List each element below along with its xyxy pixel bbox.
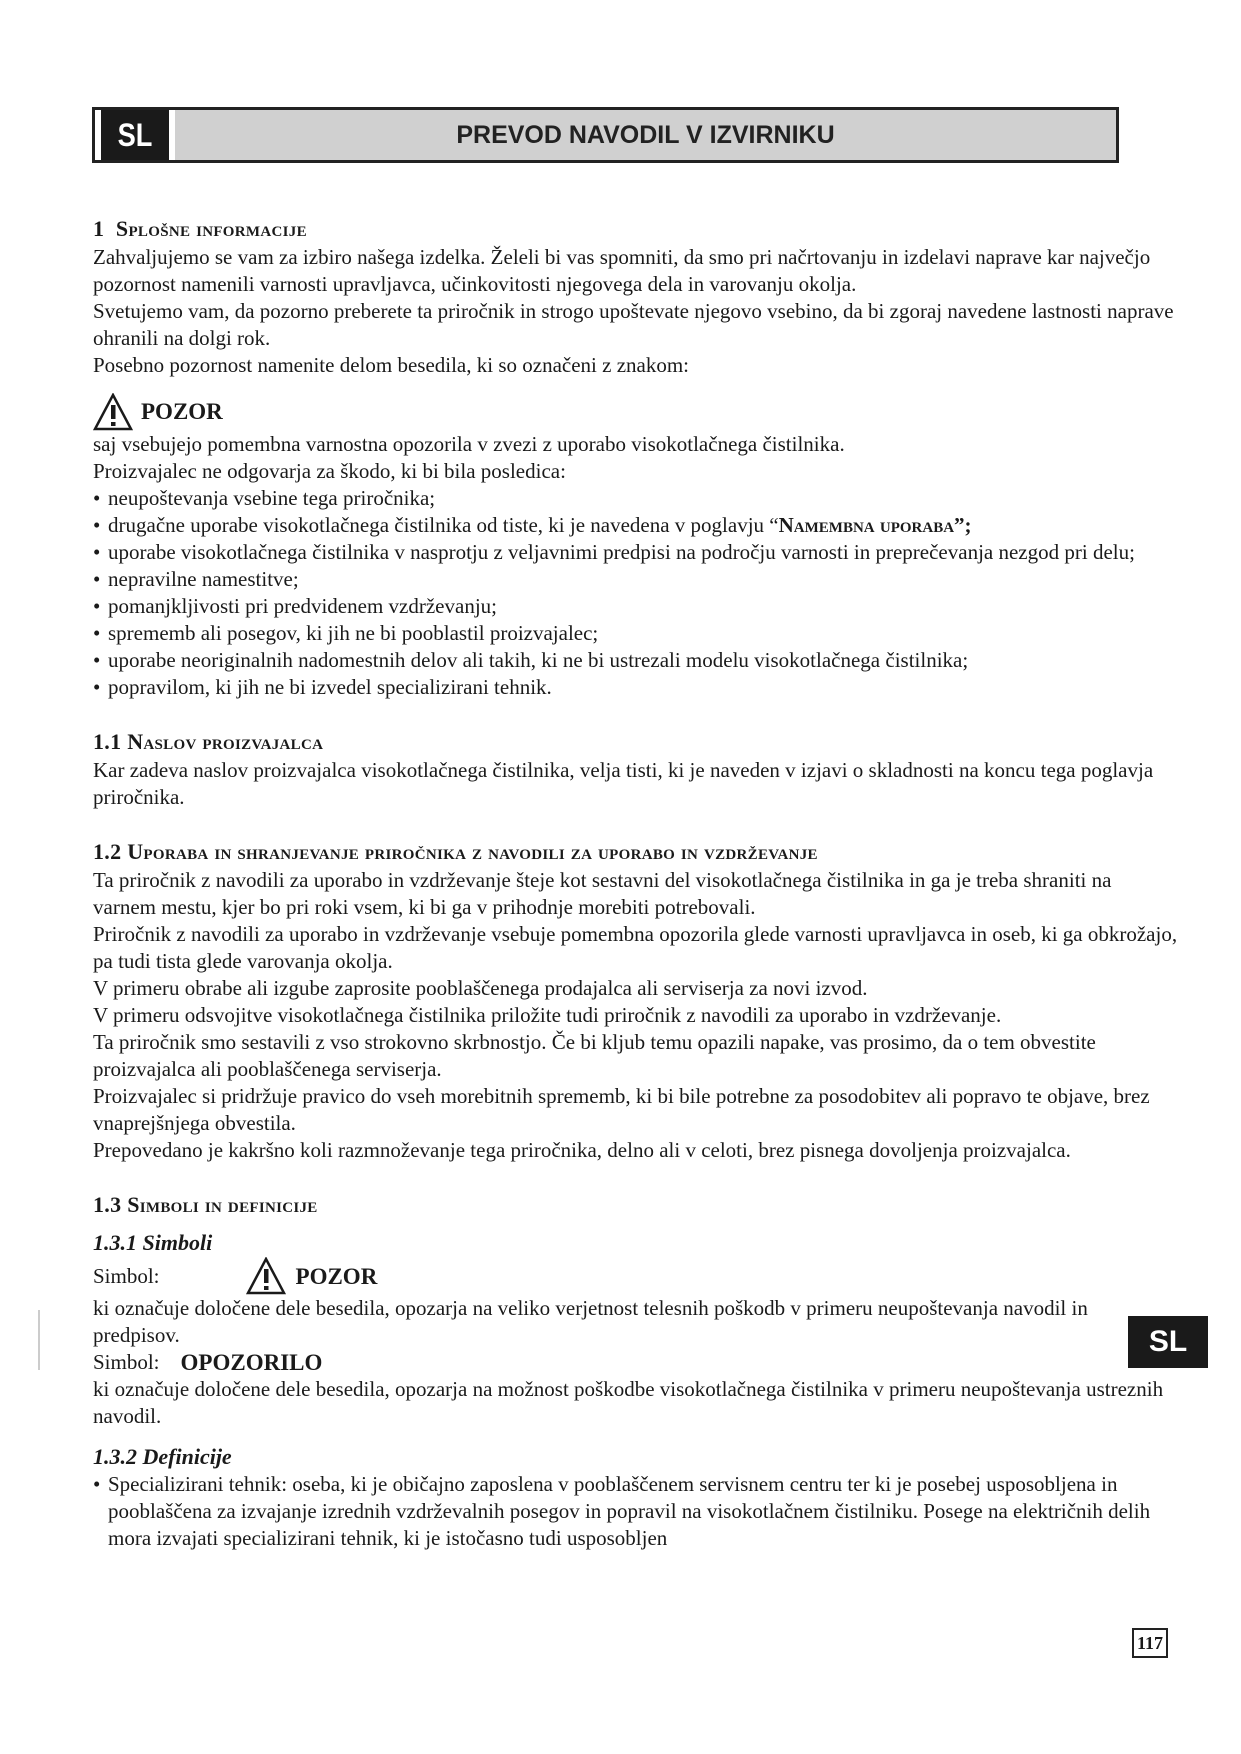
warning-triangle-icon — [246, 1257, 286, 1295]
paragraph: Kar zadeva naslov proizvajalca visokotlačnega čistilnika, velja tisti, ki je naveden v izjavi o skladnosti na koncu tega poglavja priročnika. — [93, 758, 1154, 809]
paragraph: saj vsebujejo pomembna varnostna opozorila v zvezi z uporabo visokotlačnega čistilnika. — [93, 432, 845, 456]
margin-line — [38, 1310, 40, 1370]
paragraph: V primeru obrabe ali izgube zaprosite pooblaščenega prodajalca ali serviserja za novi izvod. — [93, 976, 868, 1000]
list-item: • uporabe visokotlačnega čistilnika v nasprotju z veljavnimi predpisi na področju varnosti in preprečevanja nezgod pri delu; — [93, 539, 1178, 566]
language-badge: SL — [101, 110, 169, 160]
document-body — [93, 214, 1178, 1552]
paragraph: Ta priročnik smo sestavili z vso strokovno skrbnostjo. Če bi kljub temu opazili napake, vas prosimo, da o tem obvestite proizvajalca ali pooblaščenega serviserja. — [93, 1030, 1096, 1081]
warning-label: POZOR — [93, 393, 1178, 431]
liability-list — [93, 485, 1178, 701]
list-item: • neupoštevanja vsebine tega priročnika; — [93, 485, 1178, 512]
definitions-list — [93, 1471, 1178, 1552]
paragraph: ki označuje določene dele besedila, opozarja na možnost poškodbe visokotlačnega čistilnika v primeru neupoštevanja ustreznih navodil. — [93, 1377, 1164, 1428]
page-header — [92, 107, 1119, 163]
subheading-symbols: 1.3.1 Simboli — [93, 1230, 213, 1255]
list-item: • drugačne uporabe visokotlačnega čistilnika od tiste, ki je navedena v poglavju “Namembna uporaba”; — [93, 512, 1178, 539]
paragraph: Svetujemo vam, da pozorno preberete ta priročnik in strogo upoštevate njegovo vsebino, da bi zgoraj navedene lastnosti naprave ohranili na dolgi rok. — [93, 299, 1174, 350]
symbol-row-caution: Simbol: OPOZORILO — [93, 1350, 323, 1375]
paragraph: Ta priročnik z navodili za uporabo in vzdrževanje šteje kot sestavni del visokotlačnega čistilnika in ga je treba shraniti na varnem mestu, kjer bo pri roki vsem, ki bi ga v prihodnje morebiti potrebovali. — [93, 868, 1112, 919]
symbol-row-warning: Simbol: POZOR — [93, 1257, 1178, 1295]
paragraph: Proizvajalec ne odgovarja za škodo, ki bi bila posledica: — [93, 459, 566, 483]
section-heading-1: 1 Splošne informacije — [93, 216, 307, 241]
section-heading-1-2: 1.2 Uporaba in shranjevanje priročnika z navodili za uporabo in vzdrževanje — [93, 839, 818, 864]
page-title: PREVOD NAVODIL V IZVIRNIKU — [175, 110, 1116, 160]
paragraph: V primeru odsvojitve visokotlačnega čistilnika priložite tudi priročnik z navodili za uporabo in vzdrževanje. — [93, 1003, 1002, 1027]
list-item: • popravilom, ki jih ne bi izvedel specializirani tehnik. — [93, 674, 1178, 701]
subheading-definitions: 1.3.2 Definicije — [93, 1444, 232, 1469]
paragraph: Posebno pozornost namenite delom besedila, ki so označeni z znakom: — [93, 353, 690, 377]
list-item: • nepravilne namestitve; — [93, 566, 1178, 593]
section-heading-1-3: 1.3 Simboli in definicije — [93, 1192, 318, 1217]
paragraph: Zahvaljujemo se vam za izbiro našega izdelka. Želeli bi vas spomniti, da smo pri načrtovanju in izdelavi naprave kar največjo pozornost namenili varnosti upravljavca, učinkovitosti njegovega dela in varovanju okolja. — [93, 245, 1151, 296]
warning-triangle-icon — [93, 393, 133, 431]
paragraph: ki označuje določene dele besedila, opozarja na veliko verjetnost telesnih poškodb v primeru neupoštevanja navodil in predpisov. — [93, 1296, 1088, 1347]
list-item: • Specializirani tehnik: oseba, ki je običajno zaposlena v pooblaščenem servisnem centru ter ki je posebej usposobljena in pooblaščena za izvajanje izrednih vzdrževalnih posegov in popravil na visokotlačnem čistilniku. Posege na električnih delih mora izvajati specializirani tehnik, ki je istočasno tudi usposobljen — [93, 1471, 1178, 1552]
page-number: 117 — [1132, 1628, 1168, 1658]
paragraph: Proizvajalec si pridržuje pravico do vseh morebitnih sprememb, ki bi bile potrebne za posodobitev ali popravo te objave, brez vnaprejšnjega obvestila. — [93, 1084, 1150, 1135]
list-item: • sprememb ali posegov, ki jih ne bi pooblastil proizvajalec; — [93, 620, 1178, 647]
list-item: • pomanjkljivosti pri predvidenem vzdrževanju; — [93, 593, 1178, 620]
paragraph: Priročnik z navodili za uporabo in vzdrževanje vsebuje pomembna opozorila glede varnosti upravljavca in oseb, ki ga obkrožajo, pa tudi tista glede varovanja okolja. — [93, 922, 1178, 973]
side-language-tab: SL — [1128, 1316, 1208, 1368]
list-item: • uporabe neoriginalnih nadomestnih delov ali takih, ki ne bi ustrezali modelu visokotlačnega čistilnika; — [93, 647, 1178, 674]
paragraph: Prepovedano je kakršno koli razmnoževanje tega priročnika, delno ali v celoti, brez pisnega dovoljenja proizvajalca. — [93, 1138, 1071, 1162]
section-heading-1-1: 1.1 Naslov proizvajalca — [93, 729, 324, 754]
